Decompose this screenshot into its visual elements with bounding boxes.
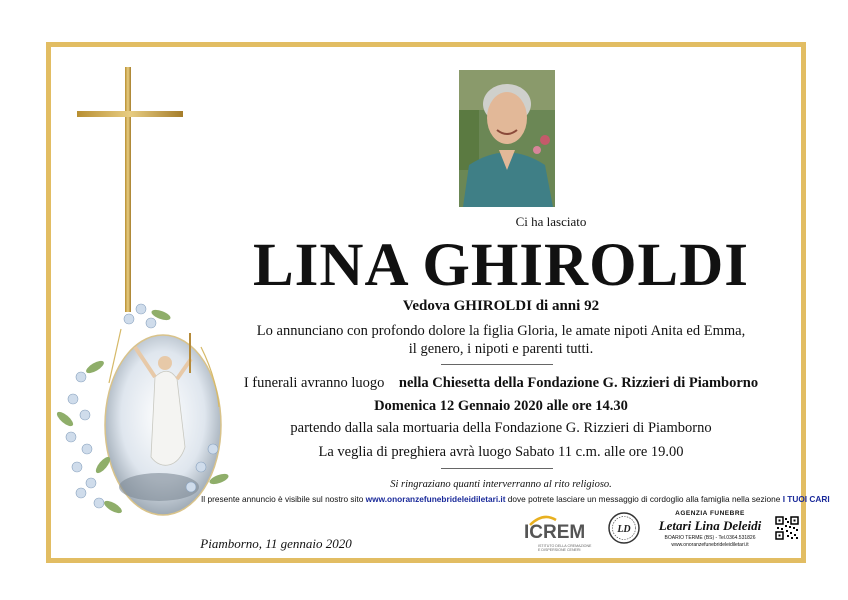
agency-block [647,510,773,548]
agency-address: BOARIO TERME (BS) - Tel.0364.531826 [664,535,756,541]
notice-mid: dove potrete lasciare un messaggio di cordoglio alla famiglia nella sezione [505,494,783,504]
agency-name: Letari Lina Deleidi [658,518,762,533]
icrem-sub-line-1: ISTITUTO DELLA CREMAZIONE [538,544,592,548]
portrait-photo [459,70,555,207]
notice-pre: Il presente annuncio è visibile sul nostro sito [201,494,366,504]
funeral-intro: I funerali avranno luogo [243,375,385,391]
announcement-frame [46,42,830,563]
agency-site: www.onoranzefunebrideleidiletari.it [671,542,749,548]
separator-top [441,364,553,365]
agency-label: AGENZIA FUNEBRE [675,510,745,517]
funeral-location: nella Chiesetta della Fondazione G. Rizzieri di Piamborno [398,375,759,391]
icrem-word: ICREM [524,522,586,543]
website-link[interactable]: www.onoranzefunebrideleidiletari.it [365,494,506,504]
agency-emblem-icon [607,511,641,545]
thanks-text: Si ringraziano quanti interverranno al rito religioso. [390,479,612,490]
emblem-monogram: LD [617,524,631,535]
separator-bottom [441,468,553,469]
tuoi-cari-link[interactable]: I TUOI CARI [782,494,830,504]
subtitle: Vedova GHIROLDI di anni 92 [402,298,600,314]
vigil-info: La veglia di preghiera avrà luogo Sabato 11 c.m. alle ore 19.00 [318,444,684,460]
place-date: Piamborno, 11 gennaio 2020 [200,536,352,551]
message-line-1: Lo annunciano con profondo dolore la figlia Gloria, le amate nipoti Anita ed Emma, [256,323,746,339]
icrem-sub-line-2: E DISPERSIONE CENERI [538,548,581,552]
funeral-datetime: Domenica 12 Gennaio 2020 alle ore 14.30 [374,398,628,414]
icrem-logo [524,514,602,554]
icrem-subtitle [538,544,591,552]
deceased-name: LINA GHIROLDI [252,232,750,299]
funeral-spacer [388,375,395,391]
website-notice [201,494,830,504]
cross-horizontal-beam [77,111,183,117]
cross-with-resurrection-image [51,47,251,558]
intro-text: Ci ha lasciato [515,214,587,229]
cross-vertical-beam [125,67,131,312]
qr-code-icon[interactable] [775,516,799,540]
message-line-2: il genero, i nipoti e parenti tutti. [408,341,594,357]
funeral-departure: partendo dalla sala mortuaria della Fondazione G. Rizzieri di Piamborno [290,420,712,436]
funeral-location-line [191,375,811,392]
